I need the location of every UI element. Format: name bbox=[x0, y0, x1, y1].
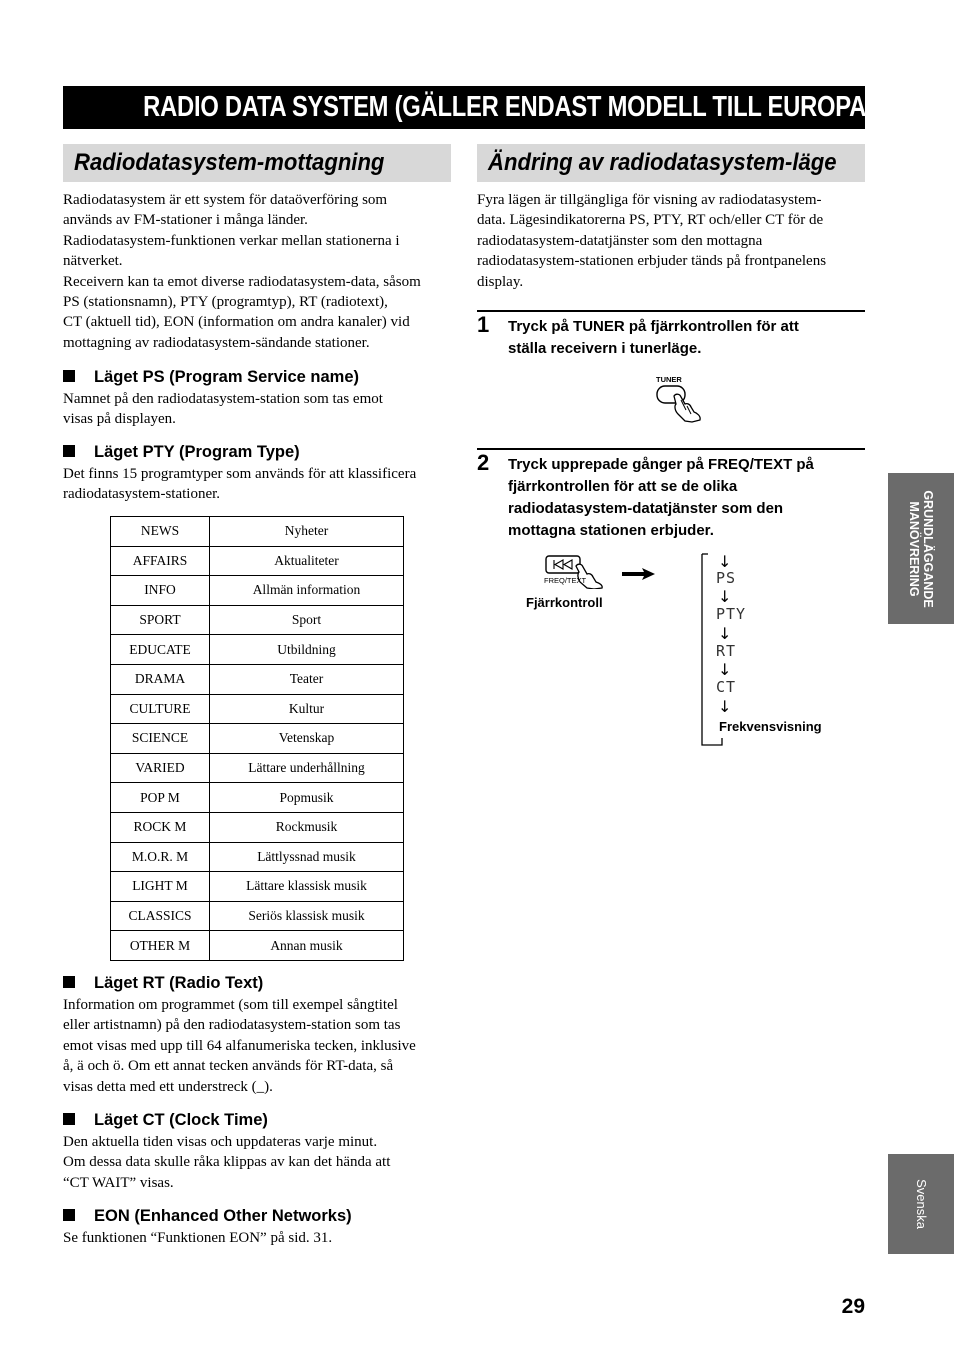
pty-subheading-text: Läget PTY (Program Type) bbox=[94, 443, 300, 461]
pty-description: Aktualiteter bbox=[210, 546, 404, 576]
text-line: mottagning av radiodatasystem-sändande stationer. bbox=[63, 334, 370, 351]
square-bullet-icon bbox=[63, 1113, 75, 1125]
left-section-heading bbox=[63, 144, 451, 182]
step1-divider bbox=[477, 310, 865, 312]
table-row bbox=[111, 724, 404, 754]
pty-description: Utbildning bbox=[210, 635, 404, 665]
text-line: data. Lägesindikatorerna PS, PTY, RT och/eller CT för de bbox=[477, 212, 824, 229]
ct-subheading-text: Läget CT (Clock Time) bbox=[94, 1111, 268, 1129]
text-line: å, ä och ö. Om ett annat tecken används för RT-data, så bbox=[63, 1058, 394, 1075]
table-row bbox=[111, 517, 404, 547]
text-line: Den aktuella tiden visas och uppdateras varje minut. bbox=[63, 1134, 378, 1150]
pty-description: Teater bbox=[210, 664, 404, 694]
pty-code: DRAMA bbox=[111, 664, 210, 694]
table-row bbox=[111, 783, 404, 813]
right-section-heading-text: Ändring av radiodatasystem-läge bbox=[488, 149, 837, 176]
text-line: radiodatasystem-stationen erbjuder tänds på frontpanelens bbox=[477, 253, 827, 270]
pty-paragraph bbox=[63, 464, 416, 505]
text-line: Tryck upprepade gånger på FREQ/TEXT på bbox=[508, 456, 814, 473]
pty-code: SCIENCE bbox=[111, 724, 210, 754]
text-line: Radiodatasystem är ett system för dataöverföring som bbox=[63, 192, 388, 208]
table-row bbox=[111, 753, 404, 783]
text-line: PS (stationsnamn), PTY (programtyp), RT (radiotext), bbox=[63, 294, 388, 311]
pty-description: Popmusik bbox=[210, 783, 404, 813]
right-arrow-icon bbox=[622, 567, 656, 581]
down-arrow-icon: ↓ bbox=[718, 624, 732, 643]
text-line: Om dessa data skulle råka klippas av kan det hända att bbox=[63, 1154, 391, 1171]
table-row bbox=[111, 635, 404, 665]
table-row bbox=[111, 664, 404, 694]
square-bullet-icon bbox=[63, 445, 75, 457]
step1-instruction bbox=[508, 316, 799, 360]
display-label: Frekvensvisning bbox=[719, 719, 822, 734]
pty-code: EDUCATE bbox=[111, 635, 210, 665]
page-title-text: RADIO DATA SYSTEM (GÄLLER ENDAST MODELL TILL EUROPA) bbox=[143, 91, 874, 123]
display-mode-rt: RT bbox=[716, 642, 737, 660]
right-section-heading bbox=[477, 144, 865, 182]
step1-number: 1 bbox=[477, 312, 490, 337]
page-title bbox=[63, 86, 874, 129]
text-line: visas detta med ett understreck (_). bbox=[63, 1078, 273, 1095]
text-line: CT (aktuell tid), EON (information om andra kanaler) vid bbox=[63, 314, 410, 331]
pty-description: Allmän information bbox=[210, 576, 404, 606]
rt-subheading-text: Läget RT (Radio Text) bbox=[94, 974, 264, 992]
pty-description: Lättare underhållning bbox=[210, 753, 404, 783]
pty-code: VARIED bbox=[111, 753, 210, 783]
table-row bbox=[111, 901, 404, 931]
text-line: Information om programmet (som till exempel sångtitel bbox=[63, 997, 398, 1013]
text-line: används av FM-stationer i många länder. bbox=[63, 212, 308, 229]
table-row bbox=[111, 812, 404, 842]
pty-description: Nyheter bbox=[210, 517, 404, 547]
pty-description: Kultur bbox=[210, 694, 404, 724]
ct-paragraph bbox=[63, 1132, 390, 1193]
remote-label: Fjärrkontroll bbox=[526, 595, 603, 610]
ct-subheading bbox=[63, 1110, 268, 1130]
square-bullet-icon bbox=[63, 370, 75, 382]
section-tab-line: MANÖVRERING bbox=[907, 500, 921, 597]
down-arrow-icon: ↓ bbox=[718, 697, 732, 716]
table-row bbox=[111, 694, 404, 724]
table-row bbox=[111, 605, 404, 635]
text-line: Radiodatasystem-funktionen verkar mellan stationerna i bbox=[63, 232, 400, 249]
language-side-tab bbox=[888, 1154, 954, 1254]
step2-instruction bbox=[508, 454, 814, 542]
eon-paragraph bbox=[63, 1228, 332, 1248]
square-bullet-icon bbox=[63, 976, 75, 988]
rt-subheading bbox=[63, 973, 263, 993]
down-arrow-icon: ↓ bbox=[718, 552, 732, 571]
eon-subheading-text: EON (Enhanced Other Networks) bbox=[94, 1207, 352, 1225]
text-line: display. bbox=[477, 273, 524, 290]
pty-subheading bbox=[63, 442, 300, 462]
left-intro-paragraph bbox=[63, 190, 421, 353]
pty-description: Seriös klassisk musik bbox=[210, 901, 404, 931]
table-row bbox=[111, 872, 404, 902]
eon-subheading bbox=[63, 1206, 352, 1226]
pty-description: Rockmusik bbox=[210, 812, 404, 842]
pty-code: ROCK M bbox=[111, 812, 210, 842]
pty-table bbox=[110, 516, 404, 961]
freq-text-button-label: FREQ/TEXT bbox=[544, 576, 587, 585]
pty-code: CLASSICS bbox=[111, 901, 210, 931]
left-section-heading-text: Radiodatasystem-mottagning bbox=[74, 149, 385, 176]
pty-code: POP M bbox=[111, 783, 210, 813]
display-mode-ct: CT bbox=[716, 678, 737, 696]
pty-code: CULTURE bbox=[111, 694, 210, 724]
text-line: nätverket. bbox=[63, 253, 123, 270]
rt-paragraph bbox=[63, 995, 416, 1097]
table-row bbox=[111, 931, 404, 961]
ps-subheading bbox=[63, 367, 359, 387]
text-line: visas på displayen. bbox=[63, 411, 176, 428]
text-line: eller artistnamn) på den radiodatasystem-station som tas bbox=[63, 1017, 401, 1034]
table-row bbox=[111, 842, 404, 872]
text-line: Namnet på den radiodatasystem-station som tas emot bbox=[63, 391, 383, 407]
step2-divider bbox=[477, 448, 865, 450]
language-tab-text: Svenska bbox=[914, 1179, 929, 1229]
tuner-button-label: TUNER bbox=[656, 375, 682, 384]
down-arrow-icon: ↓ bbox=[718, 587, 732, 606]
pty-description: Lättlyssnad musik bbox=[210, 842, 404, 872]
text-line: emot visas med upp till 64 alfanumeriska tecken, inklusive bbox=[63, 1037, 416, 1054]
text-line: radiodatasystem-datatjänster som den bbox=[508, 500, 784, 517]
text-line: Se funktionen “Funktionen EON” på sid. 31. bbox=[63, 1230, 333, 1246]
display-mode-ps: PS bbox=[716, 569, 737, 587]
ps-subheading-text: Läget PS (Program Service name) bbox=[94, 368, 360, 386]
tuner-button-press-icon bbox=[654, 384, 706, 424]
page-number: 29 bbox=[841, 1295, 865, 1318]
text-line: Det finns 15 programtyper som används för att klassificera bbox=[63, 466, 417, 482]
down-arrow-icon: ↓ bbox=[718, 660, 732, 679]
square-bullet-icon bbox=[63, 1209, 75, 1221]
text-line: mottagna stationen erbjuder. bbox=[508, 522, 714, 539]
pty-code: NEWS bbox=[111, 517, 210, 547]
table-row bbox=[111, 546, 404, 576]
text-line: Tryck på TUNER på fjärrkontrollen för att bbox=[508, 318, 799, 335]
text-line: fjärrkontrollen för att se de olika bbox=[508, 478, 738, 495]
text-line: radiodatasystem-stationer. bbox=[63, 486, 221, 503]
section-side-tab-text bbox=[907, 490, 935, 607]
pty-description: Sport bbox=[210, 605, 404, 635]
text-line: ställa receivern i tunerläge. bbox=[508, 340, 702, 357]
pty-code: LIGHT M bbox=[111, 872, 210, 902]
right-intro-paragraph bbox=[477, 190, 826, 292]
section-tab-line: GRUNDLÄGGANDE bbox=[921, 489, 935, 608]
pty-description: Vetenskap bbox=[210, 724, 404, 754]
text-line: “CT WAIT” visas. bbox=[63, 1174, 174, 1191]
table-row bbox=[111, 576, 404, 606]
pty-code: INFO bbox=[111, 576, 210, 606]
step2-number: 2 bbox=[477, 450, 490, 475]
pty-code: SPORT bbox=[111, 605, 210, 635]
pty-code: AFFAIRS bbox=[111, 546, 210, 576]
text-line: radiodatasystem-datatjänster som den mottagna bbox=[477, 232, 763, 249]
ps-paragraph bbox=[63, 389, 383, 430]
section-side-tab bbox=[888, 473, 954, 624]
pty-description: Lättare klassisk musik bbox=[210, 872, 404, 902]
display-mode-pty: PTY bbox=[716, 605, 747, 623]
text-line: Fyra lägen är tillgängliga för visning av radiodatasystem- bbox=[477, 192, 822, 208]
pty-code: OTHER M bbox=[111, 931, 210, 961]
pty-description: Annan musik bbox=[210, 931, 404, 961]
pty-code: M.O.R. M bbox=[111, 842, 210, 872]
text-line: Receivern kan ta emot diverse radiodatasystem-data, såsom bbox=[63, 273, 421, 290]
